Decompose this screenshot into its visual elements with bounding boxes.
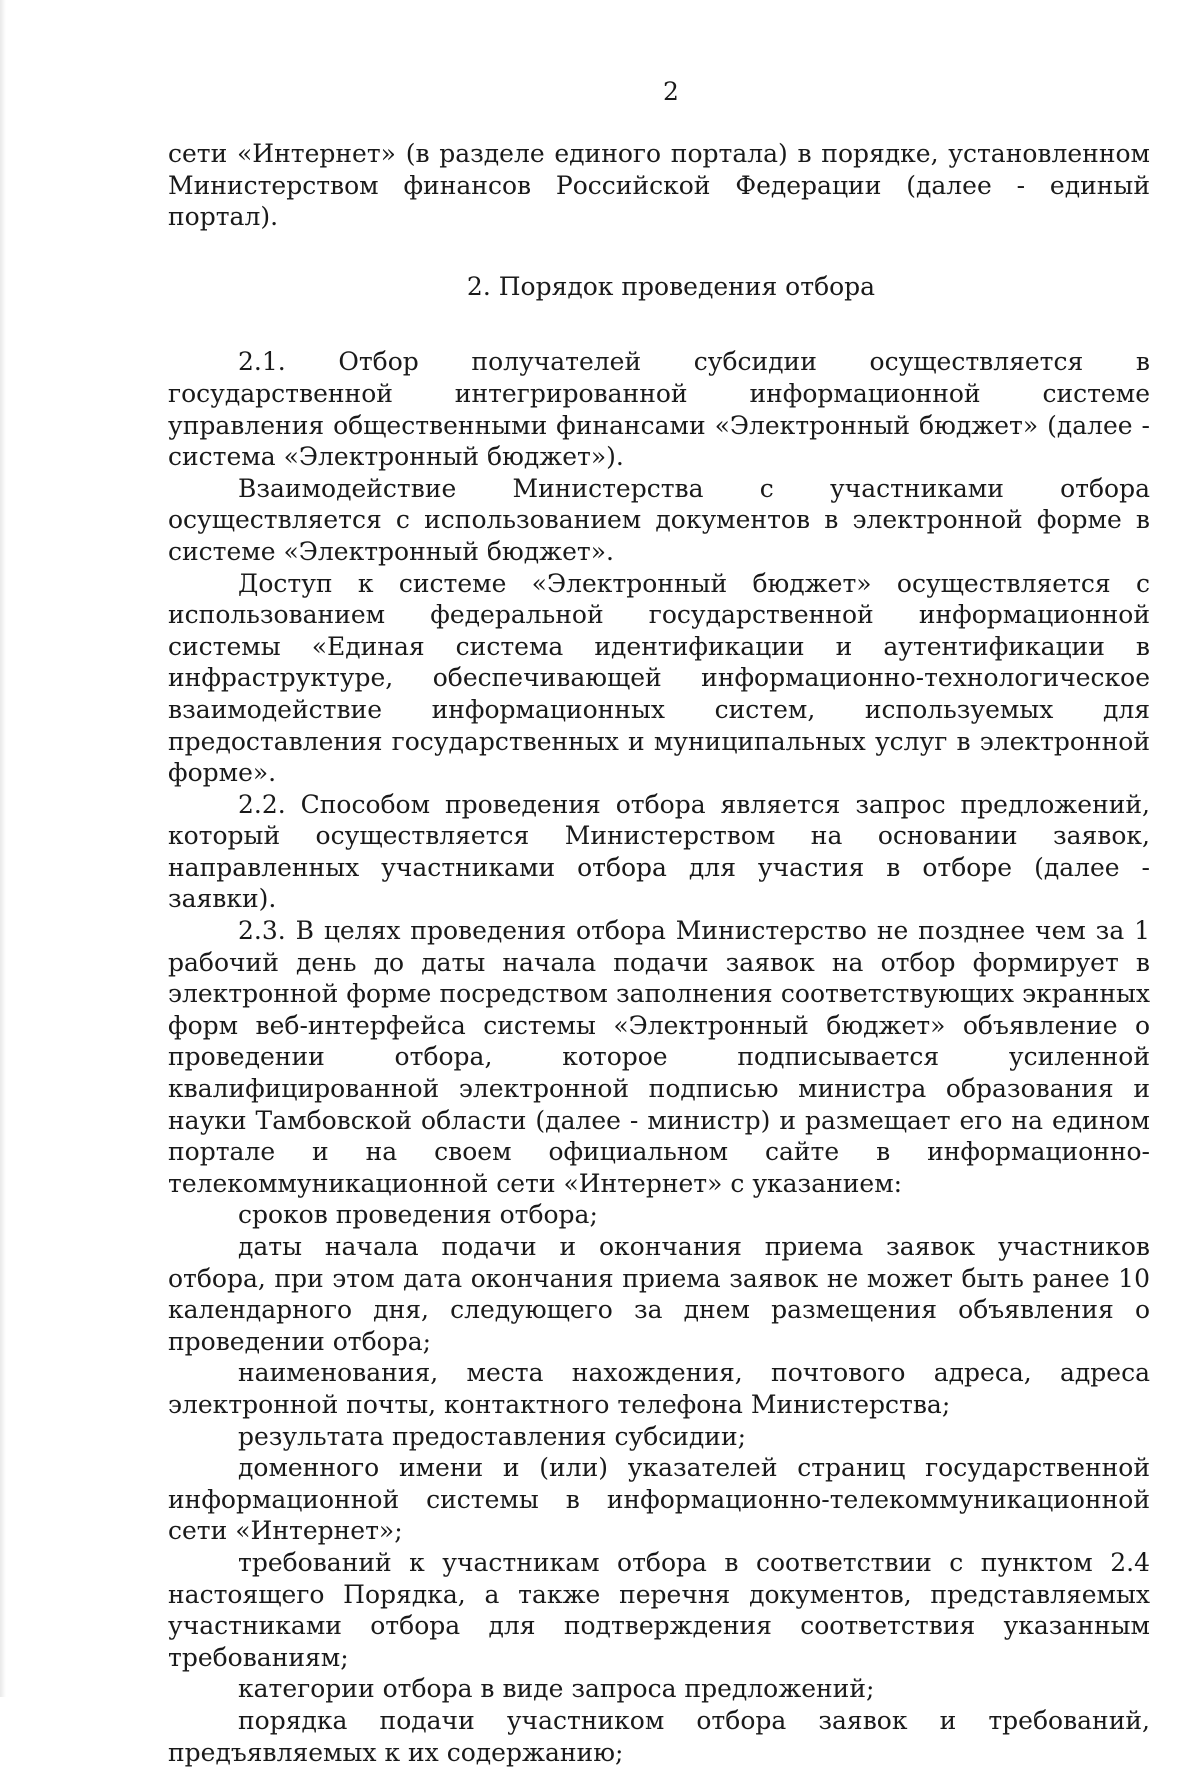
paragraph-2-2: 2.2. Способом проведения отбора является запрос предложений, который осуществляется Министерством на основании заявок, направленных участниками отбора для участия в отборе (далее - заявки). <box>168 789 1150 914</box>
list-item: требований к участникам отбора в соответствии с пунктом 2.4 настоящего Порядка, а также перечня документов, представляемых участниками отбора для подтверждения соответствия указанным требованиям; <box>168 1547 1150 1672</box>
list-item: даты начала подачи и окончания приема заявок участников отбора, при этом дата окончания приема заявок не может быть ранее 10 календарного дня, следующего за днем размещения объявления о проведении отбора; <box>168 1232 1150 1356</box>
intro-paragraph: сети «Интернет» (в разделе единого портала) в порядке, установленном Министерством финансов Российской Федерации (далее - единый портал). <box>168 139 1150 232</box>
page-number: 2 <box>663 77 679 106</box>
list-item: сроков проведения отбора; <box>238 1200 598 1230</box>
list-item: категории отбора в виде запроса предложений; <box>238 1674 875 1704</box>
list-item: результата предоставления субсидии; <box>238 1421 747 1451</box>
section-heading: 2. Порядок проведения отбора <box>466 271 876 301</box>
paragraph-2-1: 2.1. Отбор получателей субсидии осуществляется в государственной интегрированной информационной системе управления общественными финансами «Электронный бюджет» (далее - система «Электронный бюджет»). <box>168 347 1150 472</box>
paragraph-2-3: 2.3. В целях проведения отбора Министерство не позднее чем за 1 рабочий день до даты начала подачи заявок на отбор формирует в электронной форме посредством заполнения соответствующих экранных форм веб-интерфейса системы «Электронный бюджет» объявление о проведении отбора, которое подписывается усиленной квалифицированной электронной подписью министра образования и науки Тамбовской области (далее - министр) и размещает его на едином портале и на своем официальном сайте в информационно-телекоммуникационной сети «Интернет» с указанием: <box>168 916 1150 1198</box>
paragraph-access: Доступ к системе «Электронный бюджет» осуществляется с использованием федеральной государственной информационной системы «Единая система идентификации и аутентификации в инфраструктуре, обеспечивающей информационно-технологическое взаимодействие информационных систем, используемых для предоставления государственных и муниципальных услуг в электронной форме». <box>168 568 1150 788</box>
paragraph-interaction: Взаимодействие Министерства с участниками отбора осуществляется с использованием документов в электронной форме в системе «Электронный бюджет». <box>168 473 1150 566</box>
list-item: доменного имени и (или) указателей страниц государственной информационной системы в информационно-телекоммуникационной сети «Интернет»; <box>168 1453 1150 1546</box>
list-item: наименования, места нахождения, почтового адреса, адреса электронной почты, контактного телефона Министерства; <box>168 1358 1150 1419</box>
document-page <box>168 70 1150 1768</box>
list-item: порядка подачи участником отбора заявок и требований, предъявляемых к их содержанию; <box>168 1705 1150 1767</box>
scan-edge-shadow <box>0 0 6 1697</box>
